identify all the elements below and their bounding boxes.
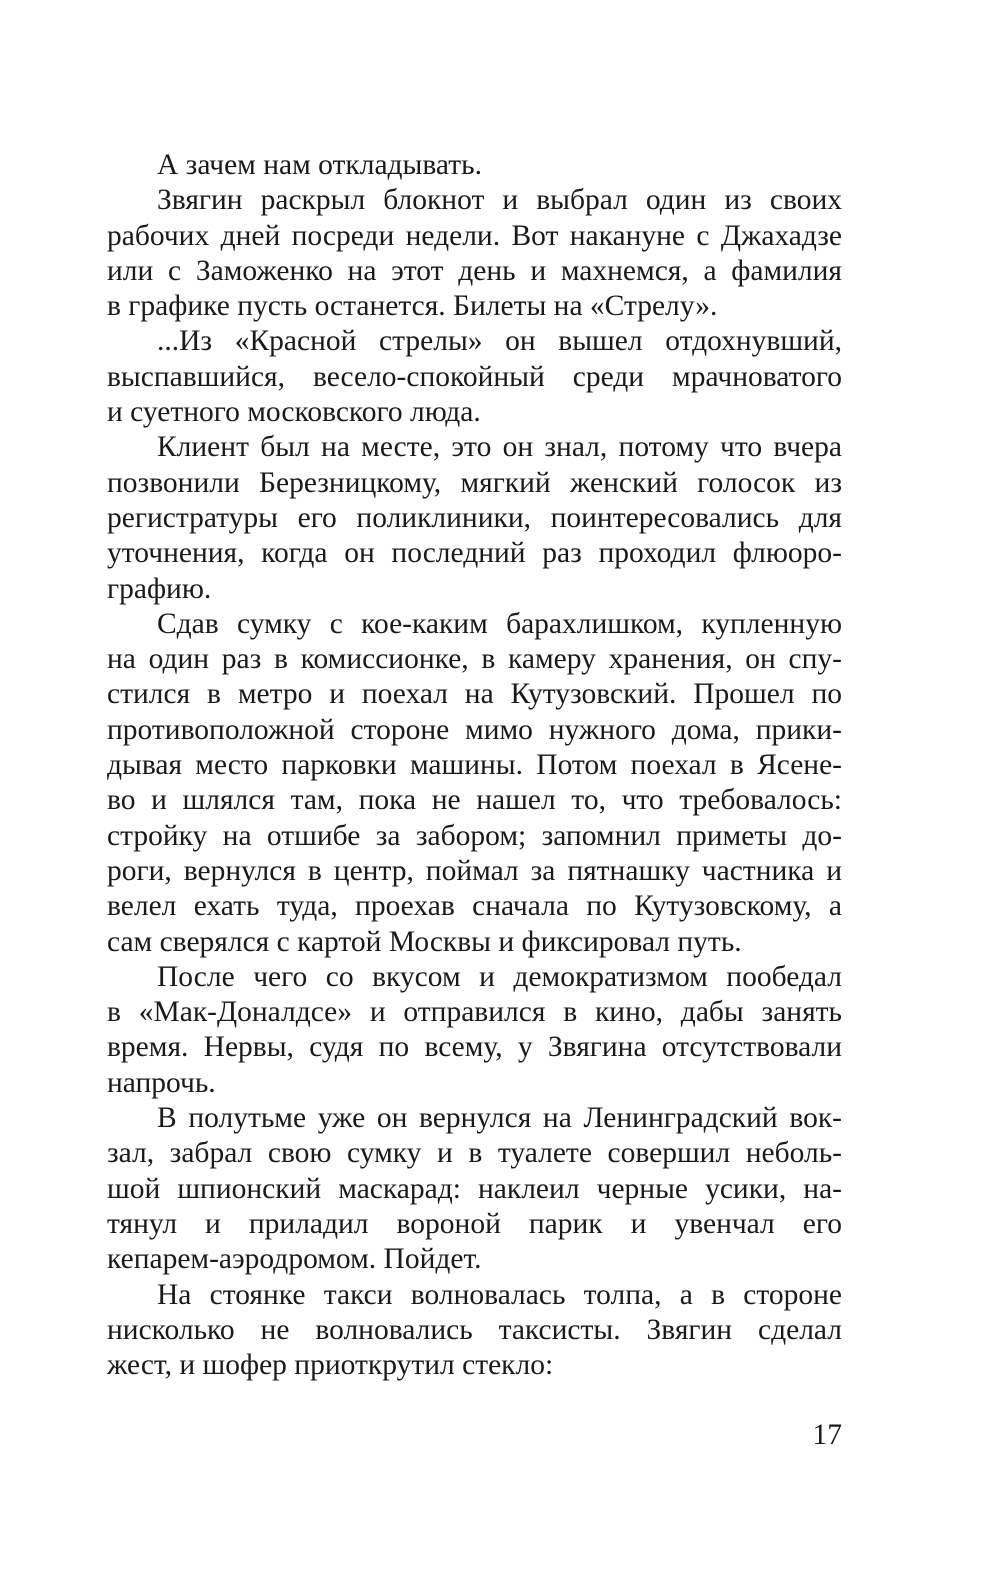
text-line: Сдав сумку с кое-каким барахлишком, купленную: [157, 607, 842, 640]
text-line: во и шлялся там, пока не нашел то, что требовалось:: [107, 784, 842, 817]
text-line: ...Из «Красной стрелы» он вышел отдохнувший,: [157, 325, 842, 358]
text-line: выспавшийся, весело-спокойный среди мрачноватого: [107, 360, 842, 393]
text-line: нисколько не волновались таксисты. Звягин сделал: [107, 1313, 842, 1346]
paragraph: [107, 1101, 842, 1277]
text-line: и суетного московского люда.: [107, 396, 481, 429]
paragraph: [107, 1278, 842, 1384]
text-line: в графике пусть останется. Билеты на «Стрелу».: [107, 290, 718, 323]
text-line: тянул и приладил вороной парик и увенчал его: [107, 1207, 842, 1240]
text-line: или с Заможенко на этот день и махнемся, а фамилия: [107, 254, 842, 287]
text-line: В полутьме уже он вернулся на Ленинградский вок-: [157, 1102, 842, 1135]
text-line: напрочь.: [107, 1066, 216, 1099]
text-line: После чего со вкусом и демократизмом пообедал: [157, 960, 842, 993]
text-line: зал, забрал свою сумку и в туалете совершил неболь-: [107, 1137, 842, 1170]
text-line: время. Нервы, судя по всему, у Звягина отсутствовали: [107, 1031, 842, 1064]
text-line: сам сверялся с картой Москвы и фиксировал путь.: [107, 925, 742, 958]
paragraph: [107, 960, 842, 1101]
text-line: рабочих дней посреди недели. Вот накануне с Джахадзе: [107, 219, 842, 252]
text-line: стройку на отшибе за забором; запомнил приметы до-: [107, 819, 842, 852]
text-line: на один раз в комиссионке, в камеру хранения, он спу-: [107, 643, 842, 676]
text-line: кепарем-аэродромом. Пойдет.: [107, 1243, 482, 1276]
paragraph: [107, 183, 842, 324]
page-body-text: [107, 148, 842, 1383]
text-line: уточнения, когда он последний раз проходил флюоро-: [107, 537, 842, 570]
text-line: дывая место парковки машины. Потом поехал в Ясене-: [107, 749, 842, 782]
text-line: позвонили Березницкому, мягкий женский голосок из: [107, 466, 842, 499]
text-line: Звягин раскрыл блокнот и выбрал один из своих: [157, 184, 842, 217]
text-line: стился в метро и поехал на Кутузовский. Прошел по: [107, 678, 842, 711]
paragraph: [107, 148, 842, 183]
text-line: роги, вернулся в центр, поймал за пятнашку частника и: [107, 854, 842, 887]
text-line: А зачем нам откладывать.: [157, 149, 482, 181]
text-line: жест, и шофер приоткрутил стекло:: [107, 1349, 554, 1382]
page-number: 17: [812, 1419, 842, 1451]
text-line: в «Мак-Доналдсе» и отправился в кино, дабы занять: [107, 996, 842, 1029]
text-line: противоположной стороне мимо нужного дома, прики-: [107, 713, 842, 746]
text-line: шой шпионский маскарад: наклеил черные усики, на-: [107, 1172, 842, 1205]
text-line: Клиент был на месте, это он знал, потому что вчера: [157, 431, 842, 464]
paragraph: [107, 607, 842, 960]
text-line: На стоянке такси волновалась толпа, а в стороне: [157, 1278, 842, 1311]
text-line: велел ехать туда, проехав сначала по Кутузовскому, а: [107, 890, 842, 923]
paragraph: [107, 324, 842, 430]
paragraph: [107, 430, 842, 606]
text-line: графию.: [107, 572, 212, 605]
text-line: регистратуры его поликлиники, поинтересовались для: [107, 501, 842, 534]
